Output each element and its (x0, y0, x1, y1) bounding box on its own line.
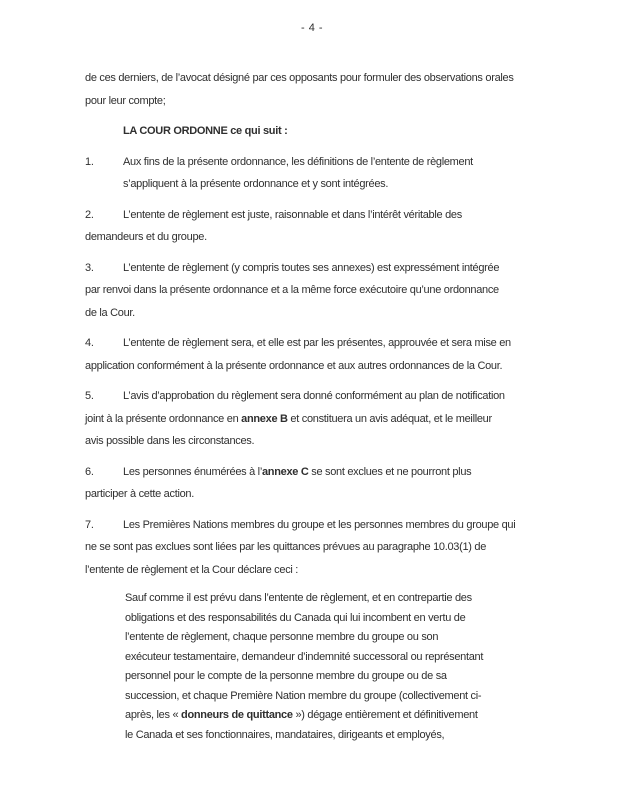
paragraph-number: 2. (85, 208, 94, 221)
text-line (85, 536, 560, 559)
text-line (85, 90, 560, 113)
order-heading (85, 120, 560, 143)
line-text: l’entente de règlement, chaque personne membre du groupe ou son (125, 631, 439, 643)
paragraph-number: 6. (85, 465, 94, 478)
bold-text: donneurs de quittance (181, 709, 293, 721)
paragraph-number: 4. (85, 337, 94, 349)
paragraph-number: 5. (85, 390, 94, 402)
text-line (85, 559, 560, 582)
line-text: après, les « donneurs de quittance ») dégage entièrement et définitivement (125, 709, 478, 721)
text-line (85, 687, 560, 707)
text-line (85, 483, 560, 506)
line-text: par renvoi dans la présente ordonnance et a la même force exécutoire qu’une ordonnance (85, 284, 499, 296)
text-line (85, 628, 560, 648)
paragraph-number: 3. (85, 261, 94, 274)
line-text: application conformément à la présente ordonnance et aux autres ordonnances de la Cour. (85, 359, 503, 372)
line-text: LA COUR ORDONNE ce qui suit : (123, 125, 288, 137)
line-text: s’appliquent à la présente ordonnance et y sont intégrées. (123, 178, 389, 190)
text-line (85, 667, 560, 687)
text-line (85, 204, 560, 227)
text-line (85, 151, 560, 174)
line-text: L’entente de règlement est juste, raisonnable et dans l’intérêt véritable des (123, 208, 462, 221)
line-text: obligations et des responsabilités du Canada qui lui incombent en vertu de (125, 611, 466, 624)
line-text: joint à la présente ordonnance en annexe B et constituera un avis adéquat, et le meilleur (85, 412, 492, 425)
line-text: de la Cour. (85, 306, 135, 319)
line-text: personnel pour le compte de la personne membre du groupe ou de sa (125, 670, 447, 682)
text-line (85, 67, 560, 90)
page-number: - 4 - (300, 22, 324, 34)
numbered-paragraph (85, 332, 560, 377)
text-line (85, 385, 560, 408)
paragraph-number: 7. (85, 518, 94, 531)
numbered-paragraph (85, 151, 560, 196)
text-line (85, 461, 560, 484)
document-body (85, 67, 560, 753)
line-text: succession, et chaque Première Nation membre du groupe (collectivement ci- (125, 689, 482, 702)
bold-text: annexe C (261, 465, 309, 478)
text-line (85, 514, 560, 537)
text-line (85, 355, 560, 378)
text-line (85, 302, 560, 325)
line-text: Les personnes énumérées à l’annexe C se sont exclues et ne pourront plus (123, 465, 472, 478)
line-text: demandeurs et du groupe. (85, 231, 207, 243)
numbered-paragraph (85, 257, 560, 325)
line-text: pour leur compte; (85, 94, 166, 107)
numbered-paragraph (85, 385, 560, 453)
line-text: ne se sont pas exclues sont liées par les quittances prévues au paragraphe 10.03(1) de (85, 541, 487, 553)
numbered-paragraph (85, 461, 560, 506)
body-paragraph (85, 67, 560, 112)
text-line (85, 120, 560, 143)
line-text: L’entente de règlement (y compris toutes ses annexes) est expressément intégrée (123, 261, 500, 274)
text-line (85, 706, 560, 726)
text-line (85, 173, 560, 196)
text-line (85, 257, 560, 280)
text-line (85, 648, 560, 668)
line-text: le Canada et ses fonctionnaires, mandataires, dirigeants et employés, (125, 728, 445, 741)
numbered-paragraph (85, 204, 560, 249)
numbered-paragraph (85, 514, 560, 582)
text-line (85, 332, 560, 355)
line-text: l’entente de règlement et la Cour déclare ceci : (85, 563, 299, 576)
text-line (85, 589, 560, 609)
release-blockquote (85, 589, 560, 745)
text-line (85, 279, 560, 302)
paragraph-number: 1. (85, 155, 94, 168)
text-line (85, 609, 560, 629)
line-text: Les Premières Nations membres du groupe et les personnes membres du groupe qui (123, 518, 516, 531)
text-line (85, 726, 560, 746)
line-text: de ces derniers, de l’avocat désigné par ces opposants pour formuler des observations orales (85, 72, 514, 84)
text-line (85, 430, 560, 453)
line-text: Aux fins de la présente ordonnance, les définitions de l’entente de règlement (123, 155, 473, 168)
line-text: avis possible dans les circonstances. (85, 435, 255, 447)
line-text: L’entente de règlement sera, et elle est par les présentes, approuvée et sera mise en (123, 337, 511, 349)
line-text: L’avis d’approbation du règlement sera donné conformément au plan de notification (123, 390, 505, 402)
text-line (85, 408, 560, 431)
line-text: Sauf comme il est prévu dans l’entente de règlement, et en contrepartie des (125, 592, 472, 604)
text-line (85, 226, 560, 249)
line-text: participer à cette action. (85, 488, 194, 500)
line-text: exécuteur testamentaire, demandeur d’indemnité successoral ou représentant (125, 650, 484, 663)
bold-text: annexe B (241, 412, 288, 425)
